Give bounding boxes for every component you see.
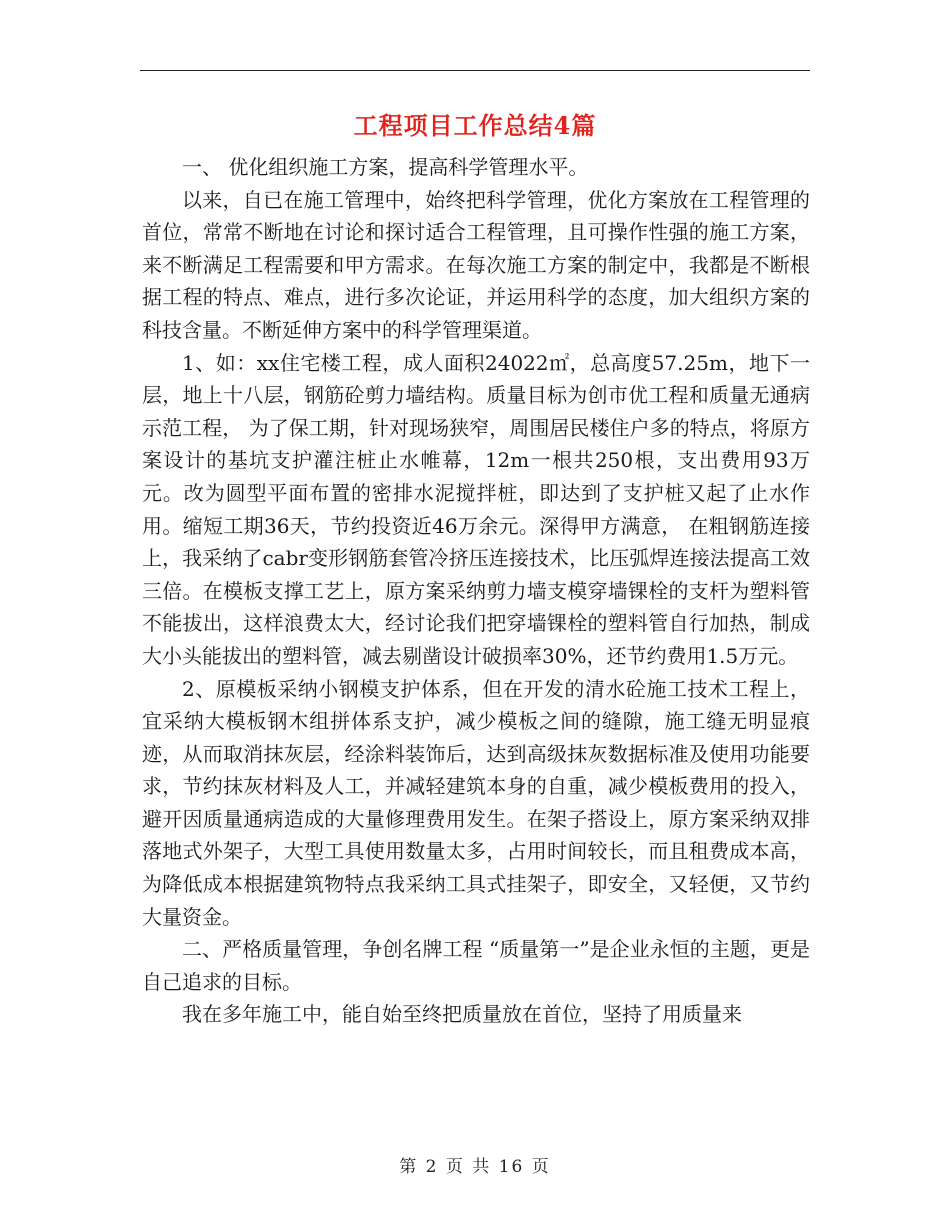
paragraph-section-2-heading: 二、严格质量管理，争创名牌工程 “质量第一”是企业永恒的主题，更是自己追求的目标。 <box>142 937 810 994</box>
header-rule <box>140 70 810 71</box>
document-title: 工程项目工作总结4篇 <box>353 111 597 140</box>
paragraph-intro: 以来，自已在施工管理中，始终把科学管理，优化方案放在工程管理的首位，常常不断地在讨论和探讨适合工程管理，且可操作性强的施工方案，来不断满足工程需要和甲方需求。在每次施工方案的制定中，我都是不断根据工程的特点、难点，进行多次论证，并运用科学的态度，加大组织方案的科技含量。不断延伸方案中的科学管理渠道。 <box>142 187 810 342</box>
paragraph-quality: 我在多年施工中，能自始至终把质量放在首位，坚持了用质量来 <box>182 1002 742 1027</box>
paragraph-section-1-heading: 一、 优化组织施工方案，提高科学管理水平。 <box>182 155 589 179</box>
paragraph-item-1: 1、如：xx住宅楼工程，成人面积24022㎡，总高度57.25m，地下一层，地上十八层，钢筋砼剪力墙结构。质量目标为创市优工程和质量无通病示范工程， 为了保工期，针对现场狭窄，周围居民楼住户多的特点，将原方案设计的基坑支护灌注桩止水帷幕，12m一根共250根，支出费用93万元。改为圆型平面布置的密排水泥搅拌桩，即达到了支护桩又起了止水作用。缩短工期36天，节约投资近46万余元。深得甲方满意， 在粗钢筋连接上，我采纳了cabr变形钢筋套管冷挤压连接技术，比压弧焊连接法提高工效三倍。在模板支撑工艺上，原方案采纳剪力墙支模穿墙锞栓的支杆为塑料管不能拔出，这样浪费太大，经讨论我们把穿墙锞栓的塑料管自行加热，制成大小头能拔出的塑料管，减去剔凿设计破损率30%，还节约费用1.5万元。 <box>142 350 810 668</box>
paragraph-item-2: 2、原模板采纳小钢模支护体系，但在开发的清水砼施工技术工程上，宜采纳大模板钢木组拼体系支护，减少模板之间的缝隙，施工缝无明显痕迹，从而取消抹灰层，经涂料装饰后，达到高级抹灰数据标准及使用功能要求，节约抹灰材料及人工，并减轻建筑本身的自重，减少模板费用的投入，避开因质量通病造成的大量修理费用发生。在架子搭设上，原方案采纳双排落地式外架子，大型工具使用数量太多，占用时间较长，而且租费成本高，为降低成本根据建筑物特点我采纳工具式挂架子，即安全，又轻便，又节约大量资金。 <box>142 676 810 929</box>
document-body <box>142 151 810 1031</box>
page-number: 第 2 页 共 16 页 <box>399 1157 551 1177</box>
